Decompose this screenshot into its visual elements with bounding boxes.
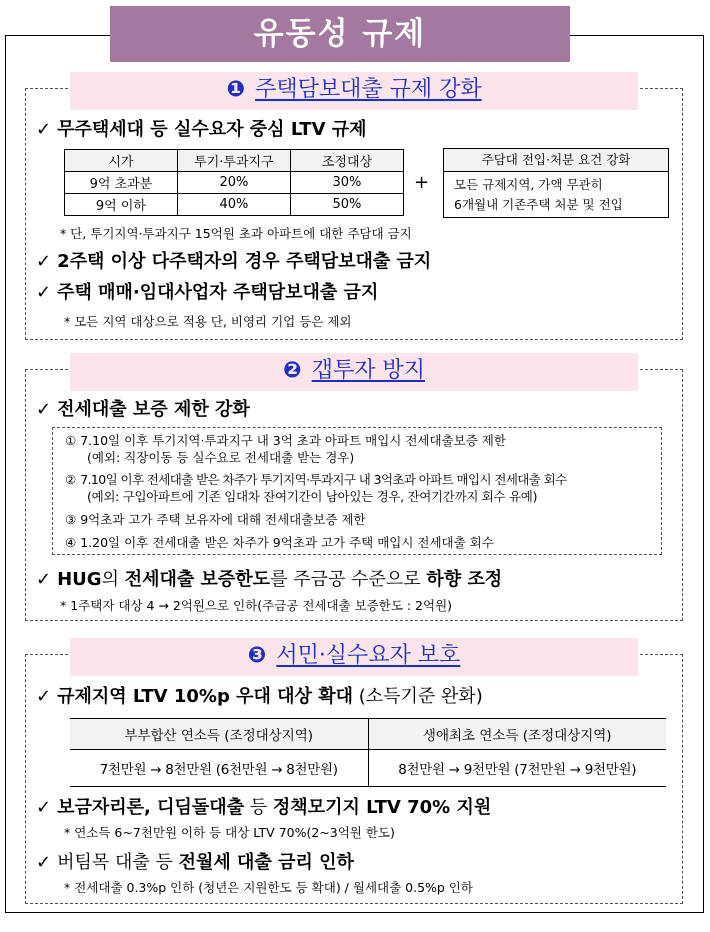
section-3-title [70,638,638,676]
section-1-item-3: ✓ 주택 매매·임대사업자 주택담보대출 금지 [36,282,379,303]
section-1-title [70,72,638,110]
section-1-item-2: ✓ 2주택 이상 다주택자의 경우 주택담보대출 금지 [36,251,432,272]
ltv-header-adjusted: 조정대상 [290,150,403,172]
check-icon: ✓ [36,282,52,303]
ltv-header-speculation: 투기·투과지구 [177,150,290,172]
check-icon: ✓ [36,797,52,818]
section-2-item-1: ✓ 전세대출 보증 제한 강화 [36,399,250,420]
requirement-line-2: 6개월내 기존주택 처분 및 전입 [454,197,623,212]
check-icon: ✓ [36,399,52,420]
income-value-first-time: 8천만원 → 9천만원 (7천만원 → 9천만원) [368,750,666,787]
section-3-item-1: ✓ 규제지역 LTV 10%p 우대 대상 확대 (소득기준 완화) [36,686,483,707]
list-item: ② 7.10일 이후 전세대출 받은 차주가 투기지역·투과지구 내 3억초과 아파트 매입시 전세대출 회수 (예외: 구입아파트에 기존 임대차 잔여기간이 남아있는 경우, 잔여기간까지 회수 유예) [65,472,567,504]
guarantee-restriction-list [52,427,662,555]
plus-sign: + [414,172,430,193]
check-icon: ✓ [36,119,52,140]
check-icon: ✓ [36,569,52,590]
list-item: ① 7.10일 이후 투기지역·투과지구 내 3억 초과 아파트 매입시 전세대출보증 제한 (예외: 직장이동 등 실수요로 전세대출 받는 경우) [65,433,506,465]
ltv-cell: 9억 이하 [65,194,178,216]
section-2-note-1: * 1주택자 대상 4 → 2억원으로 인하(주금공 전세대출 보증한도 : 2억원) [60,598,453,613]
income-value-couple: 7천만원 → 8천만원 (6천만원 → 8천만원) [70,750,368,787]
ltv-cell: 9억 초과분 [65,172,178,194]
section-1-title-text: 주택담보대출 규제 강화 [255,77,482,102]
section-2-number: ❷ [283,358,302,383]
ltv-cell: 20% [177,172,290,194]
section-3-note-1: * 연소득 6~7천만원 이하 등 대상 LTV 70%(2~3억원 한도) [64,825,395,840]
section-2-item-2: ✓ HUG의 전세대출 보증한도를 주금공 수준으로 하향 조정 [36,569,503,590]
section-1-number: ❶ [226,77,246,102]
section-3-item-2: ✓ 보금자리론, 디딤돌대출 등 정책모기지 LTV 70% 지원 [36,797,492,818]
section-2-title [70,353,638,391]
ltv-cell: 30% [290,172,403,194]
section-1-note-1: * 단, 투기지역·투과지구 15억원 초과 아파트에 대한 주담대 금지 [60,226,412,241]
list-item: ③ 9억초과 고가 주택 보유자에 대해 전세대출보증 제한 [65,512,366,527]
check-icon: ✓ [36,251,52,272]
requirement-line-1: 모든 규제지역, 가액 무관히 [454,177,603,192]
ltv-table [64,149,404,216]
income-header-first-time: 생애최초 연소득 (조정대상지역) [368,719,666,750]
section-3-number: ❸ [247,643,267,668]
page-title: 유동성 규제 [110,6,570,62]
section-1-note-2: * 모든 지역 대상으로 적용 단, 비영리 기업 등은 제외 [64,314,352,329]
income-table [70,718,666,787]
ltv-cell: 40% [177,194,290,216]
income-header-couple: 부부합산 연소득 (조정대상지역) [70,719,368,750]
requirement-box-header: 주담대 전입·처분 요건 강화 [444,149,668,172]
section-3-title-text: 서민·실수요자 보호 [276,643,461,668]
list-item: ④ 1.20일 이후 전세대출 받은 차주가 9억초과 고가 주택 매입시 전세대출 회수 [65,535,494,550]
check-icon: ✓ [36,686,52,707]
check-icon: ✓ [36,852,52,873]
section-1-item-1: ✓ 무주택세대 등 실수요자 중심 LTV 규제 [36,119,367,140]
section-3-item-3: ✓ 버팀목 대출 등 전월세 대출 금리 인하 [36,852,354,873]
section-3-note-2: * 전세대출 0.3%p 인하 (청년은 지원한도 등 확대) / 월세대출 0.5%p 인하 [64,880,473,895]
requirement-box [443,148,669,218]
ltv-header-price: 시가 [65,150,178,172]
ltv-cell: 50% [290,194,403,216]
section-2-title-text: 갭투자 방지 [311,358,425,383]
